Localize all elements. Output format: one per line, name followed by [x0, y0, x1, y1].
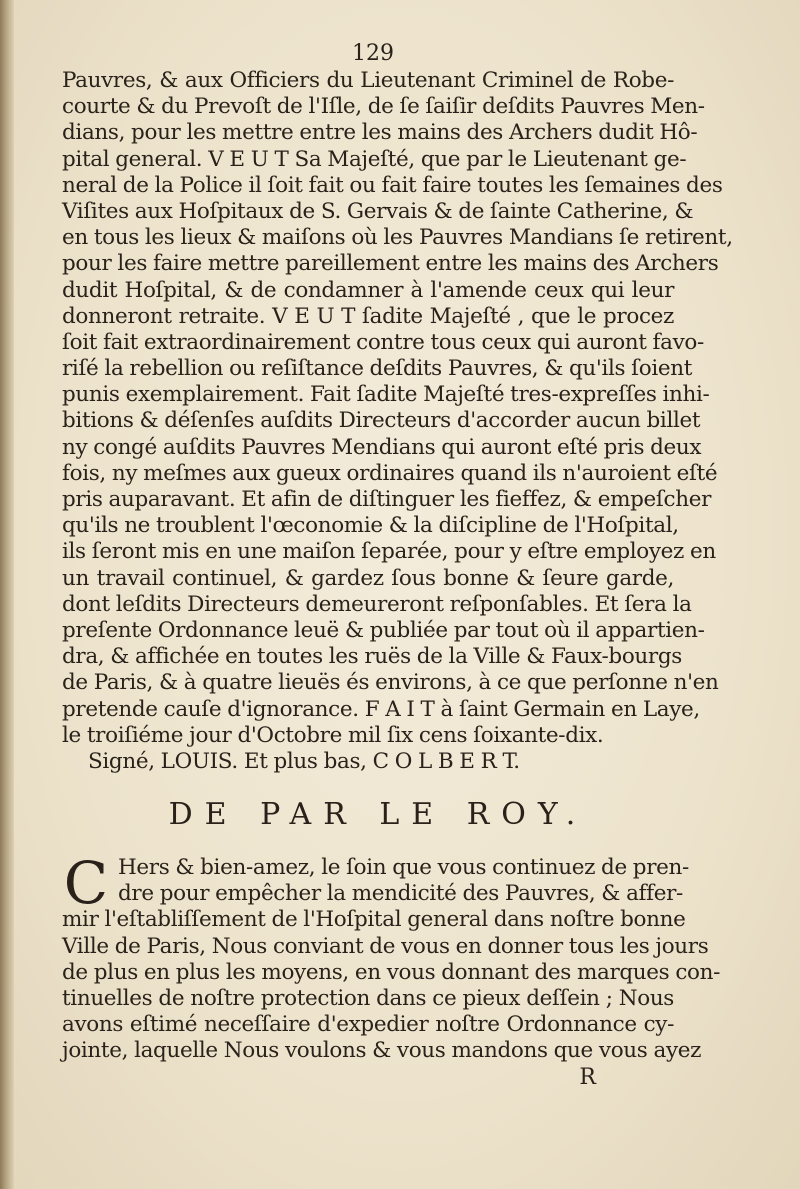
text-line: un travail continuel, & gardez ſous bonne & ſeure garde,: [62, 565, 674, 591]
letter-paragraph: [62, 849, 721, 1065]
ordinance-paragraph: [62, 68, 733, 775]
text-line: Viſites aux Hoſpitaux de S. Gervais & de ſainte Catherine, &: [62, 198, 694, 224]
signature-line: Signé, LOUIS. Et plus bas, C O L B E R T.: [88, 748, 520, 774]
text-line: pital general. V E U T Sa Majeſté, que par le Lieutenant ge-: [62, 146, 687, 172]
text-line: pour les faire mettre pareillement entre les mains des Archers: [62, 251, 719, 277]
text-line: Ville de Paris, Nous conviant de vous en donner tous les jours: [62, 933, 709, 959]
text-line: mir l'eſtabliſſement de l'Hoſpital general dans noſtre bonne: [62, 907, 686, 933]
text-line: avons eſtimé neceſſaire d'expedier noſtre Ordonnance cy-: [62, 1012, 674, 1038]
text-line: dians, pour les mettre entre les mains des Archers dudit Hô-: [62, 120, 698, 146]
catchword: R: [579, 1064, 596, 1090]
text-block: [62, 40, 733, 1091]
text-line: de plus en plus les moyens, en vous donnant des marques con-: [62, 959, 721, 985]
page-gutter-edge: [0, 0, 14, 1189]
text-line: riſé la rebellion ou reſiſtance deſdits Pauvres, & qu'ils ſoient: [62, 356, 693, 382]
page-number: 129: [352, 41, 394, 66]
text-line: tinuelles de noſtre protection dans ce pieux deſſein ; Nous: [62, 986, 674, 1011]
text-line: dudit Hoſpital, & de condamner à l'amende ceux qui leur: [62, 277, 674, 303]
text-line: pris auparavant. Et afin de diſtinguer les fieffez, & empeſcher: [62, 487, 711, 512]
text-line: fois, ny meſmes aux gueux ordinaires quand ils n'auroient eſté: [62, 460, 718, 486]
text-line: Hers & bien-amez, le ſoin que vous continuez de pren-: [118, 855, 689, 881]
text-line: en tous les lieux & maiſons où les Pauvres Mandians ſe retirent,: [62, 225, 733, 251]
text-line: qu'ils ne troublent l'œconomie & la diſcipline de l'Hoſpital,: [62, 513, 679, 539]
text-line: ſoit fait extraordinairement contre tous ceux qui auront favo-: [62, 329, 704, 355]
text-line: jointe, laquelle Nous voulons & vous mandons que vous ayez: [62, 1038, 702, 1064]
text-line: dra, & affichée en toutes les ruës de la Ville & Faux-bourgs: [62, 644, 682, 670]
text-line: preſente Ordonnance leuë & publiée par tout où il appartien-: [62, 617, 705, 643]
drop-cap: C: [63, 849, 109, 918]
text-line: dont leſdits Directeurs demeureront reſponſables. Et ſera la: [62, 591, 692, 617]
text-line: de Paris, & à quatre lieuës és environs, à ce que perſonne n'en: [62, 670, 719, 696]
text-line: ny congé auſdits Pauvres Mendians qui auront eſté pris deux: [62, 434, 702, 460]
text-line: donneront retraite. V E U T ſadite Majeſté , que le procez: [62, 303, 674, 329]
text-line: dre pour empêcher la mendicité des Pauvres, & affer-: [118, 881, 683, 907]
text-line: le troiſiéme jour d'Octobre mil ſix cens ſoixante-dix.: [62, 722, 604, 748]
text-line: punis exemplairement. Fait ſadite Majeſté tres-expreſſes inhi-: [62, 382, 710, 408]
text-line: Pauvres, & aux Officiers du Lieutenant Criminel de Robe-: [62, 68, 674, 93]
text-line: courte & du Prevoſt de l'Iſle, de ſe ſaiſir deſdits Pauvres Men-: [62, 94, 705, 120]
section-heading: DE PAR LE ROY.: [168, 797, 588, 833]
text-line: bitions & déſenſes auſdits Directeurs d'accorder aucun billet: [62, 408, 701, 434]
text-line: pretende cauſe d'ignorance. F A I T à ſaint Germain en Laye,: [62, 696, 700, 722]
text-line: neral de la Police il ſoit fait ou fait faire toutes les ſemaines des: [62, 172, 723, 198]
text-line: ils ſeront mis en une maiſon ſeparée, pour y eſtre employez en: [62, 539, 716, 565]
